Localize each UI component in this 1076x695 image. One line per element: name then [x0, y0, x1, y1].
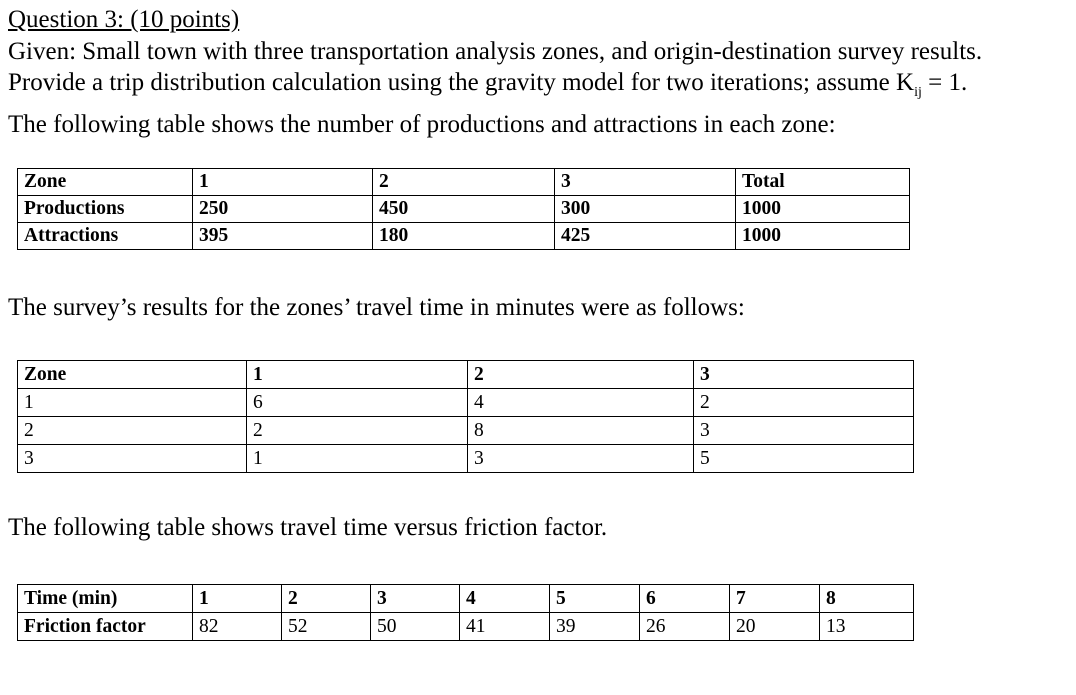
table-cell: 4 [468, 389, 694, 417]
table-cell: 4 [460, 585, 550, 613]
table-cell: 8 [820, 585, 914, 613]
table-cell: 1000 [736, 196, 910, 223]
table-cell: Zone [18, 169, 193, 196]
table-cell: 2 [18, 417, 247, 445]
table-row [18, 417, 914, 445]
table-cell: 3 [694, 417, 914, 445]
friction-text: The following table shows travel time versus friction factor. [8, 514, 608, 541]
task-suffix: = 1. [921, 69, 968, 96]
table-cell: 395 [193, 223, 373, 250]
table-cell: 6 [247, 389, 468, 417]
table-row [18, 585, 914, 613]
survey-text: The survey’s results for the zones’ travel time in minutes were as follows: [8, 294, 745, 321]
table-cell: 82 [193, 613, 282, 641]
table-cell: 1 [247, 445, 468, 473]
table-cell: Zone [18, 361, 247, 389]
table-cell: 300 [555, 196, 736, 223]
table-header-row [18, 361, 914, 389]
table-cell: 2 [373, 169, 555, 196]
table-row [18, 445, 914, 473]
table-cell: 1 [247, 361, 468, 389]
question-heading: Question 3: (10 points) [8, 6, 240, 33]
table-row [18, 223, 910, 250]
table-cell: 20 [730, 613, 820, 641]
table-cell: 39 [550, 613, 640, 641]
task-subscript: ij [914, 85, 922, 100]
table-cell: Attractions [18, 223, 193, 250]
table-cell: 5 [694, 445, 914, 473]
table-cell: 5 [550, 585, 640, 613]
table-cell: 3 [555, 169, 736, 196]
table-cell: 250 [193, 196, 373, 223]
table-row [18, 613, 914, 641]
table-cell: 180 [373, 223, 555, 250]
table-row [18, 389, 914, 417]
question-block [8, 4, 1070, 140]
table-cell: 8 [468, 417, 694, 445]
table-cell: 2 [468, 361, 694, 389]
table-cell: 6 [640, 585, 730, 613]
table-cell: 3 [468, 445, 694, 473]
table-cell: Productions [18, 196, 193, 223]
table-header-row [18, 169, 910, 196]
table-cell: 7 [730, 585, 820, 613]
table-cell: 2 [694, 389, 914, 417]
table-cell: 52 [282, 613, 371, 641]
task-text: Provide a trip distribution calculation using the gravity model for two iterations; assume K [8, 69, 915, 96]
table-cell: 3 [371, 585, 460, 613]
table-cell: 2 [282, 585, 371, 613]
table-cell: 50 [371, 613, 460, 641]
table-cell: 3 [18, 445, 247, 473]
table-cell: 1 [193, 585, 282, 613]
table-cell: 13 [820, 613, 914, 641]
travel-time-table [17, 360, 914, 473]
table-cell: 425 [555, 223, 736, 250]
table-cell: 450 [373, 196, 555, 223]
given-statement: Given: Small town with three transportation analysis zones, and origin-destination survey results. [8, 37, 983, 65]
table-cell: Friction factor [18, 613, 193, 641]
table-cell: 3 [694, 361, 914, 389]
table-cell: Total [736, 169, 910, 196]
productions-attractions-table [17, 168, 910, 250]
table-intro: The following table shows the number of productions and attractions in each zone: [8, 110, 836, 138]
friction-factor-table [17, 584, 914, 641]
table-cell: 2 [247, 417, 468, 445]
table-cell: 41 [460, 613, 550, 641]
table-cell: 1000 [736, 223, 910, 250]
table-cell: 26 [640, 613, 730, 641]
table-cell: Time (min) [18, 585, 193, 613]
table-cell: 1 [18, 389, 247, 417]
table-cell: 1 [193, 169, 373, 196]
table-row [18, 196, 910, 223]
task-statement [8, 67, 1070, 109]
